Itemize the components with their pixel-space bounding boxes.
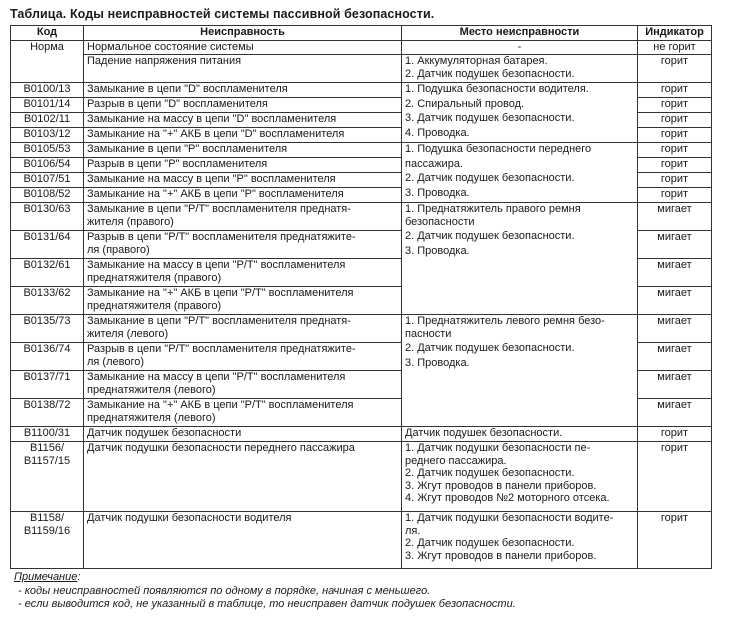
note-item: - если выводится код, не указанный в таблице, то неисправен датчик подушек безопасности. [18,598,516,610]
fault-cell [84,399,402,427]
place-cell [402,55,638,83]
table-row [11,512,712,569]
table-row [11,55,712,83]
fault-line: преднатяжителя (левого) [87,383,216,396]
place-line: 3. Проводка. [405,186,470,199]
place-line: 3. Жгут проводов в панели приборов. [405,549,597,562]
fault-cell [84,287,402,315]
fault-line: ля (правого) [87,243,150,256]
indicator-cell: мигает [638,287,712,315]
code-cell: B0100/13 [11,83,84,98]
place-line: 3. Проводка. [405,356,470,369]
fault-cell [84,259,402,287]
place-line: 2. Датчик подушек безопасности. [405,467,575,479]
fault-line: жителя (левого) [87,327,169,340]
code-cell [11,512,84,569]
place-line: 1. Подушка безопасности водителя. [405,83,589,95]
place-line: 1. Преднатяжитель левого ремня безо- [405,315,605,327]
code-cell: B0131/64 [11,231,84,259]
place-line: 1. Датчик подушки безопасности пе- [405,442,591,454]
notes [14,571,516,612]
fault-cell: Замыкание на "+" АКБ в цепи "D" воспламенителя [84,128,402,143]
fault-cell: Датчик подушки безопасности переднего пассажира [84,442,402,512]
place-line: 3. Проводка. [405,244,470,257]
table-row [11,442,712,512]
fault-line: Разрыв в цепи "Р/Т" воспламенителя преднатяжите- [87,231,356,243]
indicator-cell: горит [638,113,712,128]
fault-cell [84,203,402,231]
table-title: Таблица. Коды неисправностей системы пассивной безопасности. [10,7,435,21]
fault-cell: Замыкание в цепи "D" воспламенителя [84,83,402,98]
notes-head-text: Примечание [14,571,78,583]
place-line: 2. Датчик подушек безопасности. [405,342,575,354]
fault-codes-table [10,25,712,569]
place-cell: Датчик подушек безопасности. [402,427,638,442]
place-line: 2. Датчик подушек безопасности. [405,230,575,242]
place-line: ля. [405,524,421,537]
code-cell: B0132/61 [11,259,84,287]
fault-line: Замыкание на "+" АКБ в цепи "Р/Т" воспламенителя [87,399,354,411]
code-cell: B1100/31 [11,427,84,442]
indicator-cell: горит [638,98,712,113]
place-cell [402,512,638,569]
place-cell [402,315,638,427]
fault-cell: Замыкание на массу в цепи "D" воспламенителя [84,113,402,128]
indicator-cell: горит [638,427,712,442]
place-line: 3. Жгут проводов в панели приборов. [405,479,597,492]
indicator-cell: горит [638,143,712,158]
fault-line: ля (левого) [87,355,145,368]
code-cell: B0137/71 [11,371,84,399]
place-line: 1. Подушка безопасности переднего [405,143,592,155]
fault-line: преднатяжителя (левого) [87,411,216,424]
table-row [11,315,712,343]
place-line: 1. Аккумуляторная батарея. [405,55,548,67]
fault-cell: Датчик подушек безопасности [84,427,402,442]
place-cell [402,203,638,315]
fault-cell: Замыкание на "+" АКБ в цепи "Р" воспламенителя [84,188,402,203]
indicator-cell: мигает [638,343,712,371]
code-cell: B0130/63 [11,203,84,231]
indicator-cell: горит [638,128,712,143]
code-line: B1159/16 [23,524,71,537]
indicator-cell: горит [638,188,712,203]
fault-cell: Разрыв в цепи "Р" воспламенителя [84,158,402,173]
table-row [11,83,712,98]
place-line: 2. Датчик подушек безопасности. [405,172,575,184]
fault-cell: Датчик подушки безопасности водителя [84,512,402,569]
indicator-cell: мигает [638,231,712,259]
place-line: безопасности [405,215,475,228]
fault-line: жителя (правого) [87,215,174,228]
place-line: 1. Датчик подушки безопасности водите- [405,512,614,524]
header-code: Код [11,26,84,41]
fault-line: Замыкание на "+" АКБ в цепи "Р/Т" воспламенителя [87,287,354,299]
place-cell: - [402,41,638,55]
code-cell: B0108/52 [11,188,84,203]
indicator-cell: горит [638,442,712,512]
header-indicator: Индикатор [638,26,712,41]
indicator-cell: горит [638,512,712,569]
place-line: 4. Жгут проводов №2 моторного отсека. [405,492,610,504]
fault-line: Замыкание в цепи "Р/Т" воспламенителя преднатя- [87,203,351,215]
place-cell [402,442,638,512]
header-place: Место неисправности [402,26,638,41]
code-line: B1158/ [29,512,65,524]
code-cell: B0138/72 [11,399,84,427]
code-line: B1157/15 [23,454,71,467]
place-line: 1. Преднатяжитель правого ремня [405,203,581,215]
fault-line: преднатяжителя (правого) [87,271,222,284]
code-cell: B0105/53 [11,143,84,158]
place-line: 4. Проводка. [405,126,470,139]
fault-cell [84,315,402,343]
fault-line: Замыкание в цепи "Р/Т" воспламенителя преднатя- [87,315,351,327]
code-cell: B0106/54 [11,158,84,173]
note-item: - коды неисправностей появляются по одному в порядке, начиная с меньшего. [18,584,431,597]
code-line: B1156/ [29,442,65,454]
indicator-cell: мигает [638,259,712,287]
code-cell: Норма [11,41,84,83]
code-cell: B0103/12 [11,128,84,143]
fault-line: Замыкание на массу в цепи "Р/Т" воспламенителя [87,259,346,271]
fault-cell [84,231,402,259]
table-row [11,427,712,442]
place-line: 2. Датчик подушек безопасности. [405,537,575,549]
notes-head-colon: : [77,571,81,583]
code-cell: B0133/62 [11,287,84,315]
code-cell: B0107/51 [11,173,84,188]
table-row [11,143,712,158]
table-row [11,41,712,55]
table-row [11,203,712,231]
indicator-cell: мигает [638,315,712,343]
code-cell: B0101/14 [11,98,84,113]
indicator-cell: горит [638,55,712,83]
fault-cell: Нормальное состояние системы [84,41,402,55]
fault-cell: Разрыв в цепи "D" воспламенителя [84,98,402,113]
indicator-cell: горит [638,158,712,173]
indicator-cell: мигает [638,399,712,427]
indicator-cell: мигает [638,371,712,399]
place-line: реднего пассажира. [405,454,507,467]
place-line: 2. Спиральный провод. [405,97,525,110]
place-line: пассажира. [405,157,463,170]
fault-line: Замыкание на массу в цепи "Р/Т" воспламенителя [87,371,346,383]
table-header-row [11,26,712,41]
fault-cell [84,371,402,399]
fault-cell: Замыкание в цепи "Р" воспламенителя [84,143,402,158]
indicator-cell: не горит [638,41,712,55]
fault-line: Разрыв в цепи "Р/Т" воспламенителя преднатяжите- [87,343,356,355]
place-line: пасности [405,327,452,340]
indicator-cell: мигает [638,203,712,231]
fault-cell: Падение напряжения питания [84,55,402,83]
code-cell [11,442,84,512]
place-cell [402,143,638,203]
place-cell [402,83,638,143]
place-line: 2. Датчик подушек безопасности. [405,67,575,80]
code-cell: B0136/74 [11,343,84,371]
header-fault: Неисправность [84,26,402,41]
notes-heading [14,571,516,585]
fault-line: преднатяжителя (правого) [87,299,222,312]
fault-cell [84,343,402,371]
place-line: 3. Датчик подушек безопасности. [405,112,575,124]
fault-cell: Замыкание на массу в цепи "Р" воспламенителя [84,173,402,188]
indicator-cell: горит [638,173,712,188]
code-cell: B0135/73 [11,315,84,343]
indicator-cell: горит [638,83,712,98]
code-cell: B0102/11 [11,113,84,128]
